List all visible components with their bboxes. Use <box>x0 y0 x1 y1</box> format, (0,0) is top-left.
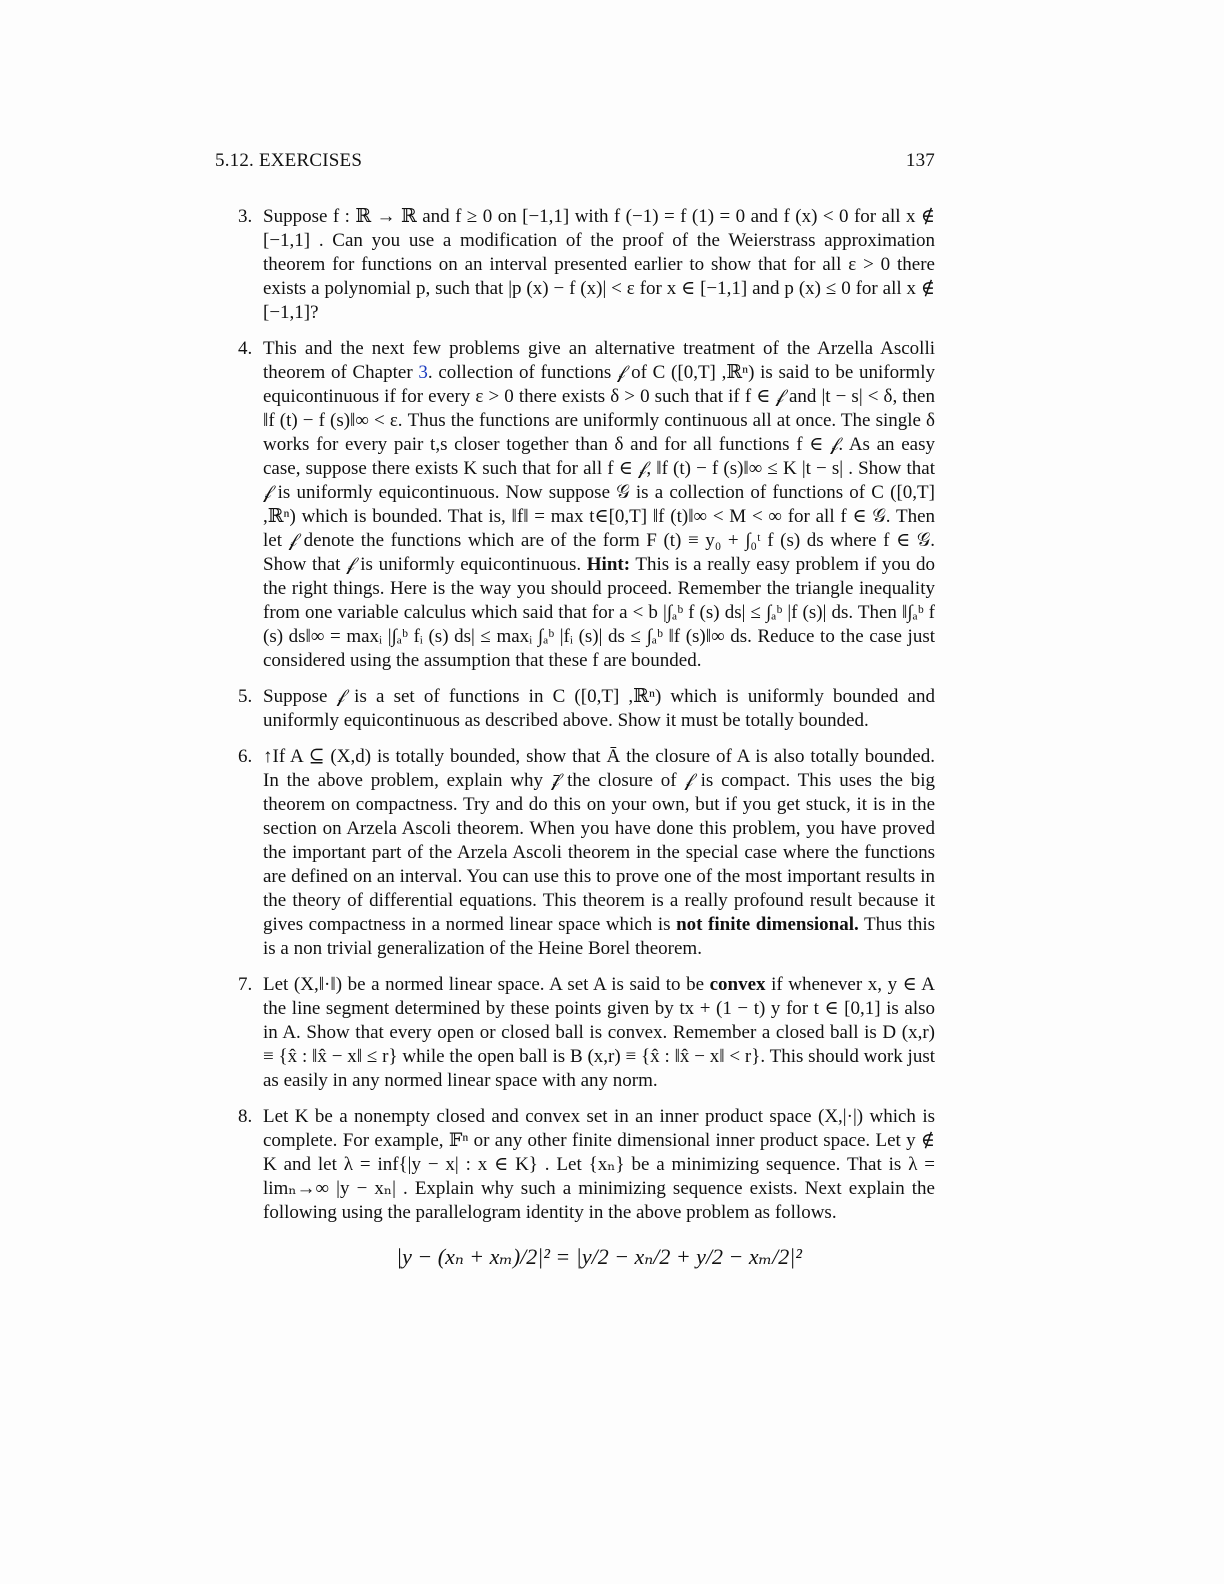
page-number: 137 <box>905 150 935 171</box>
exercise-text: Let K be a nonempty closed and convex set in an inner product space (X,|·|) which is complete. For example, 𝔽ⁿ or any other finite dimensional inner product space. Let y ∉ K and let λ = inf{|y − x| : x ∈ K} . Let {xₙ} be a minimizing sequence. That is λ = limₙ→∞ |y − xₙ| . Explain why such a minimizing sequence exists. Next explain the following using the parallelogram identity in the above problem as follows. <box>263 1106 935 1223</box>
exercise-number: 4. <box>238 338 253 359</box>
exercise-7 <box>215 973 935 1093</box>
exercise-text: Suppose f : ℝ → ℝ and f ≥ 0 on [−1,1] with f (−1) = f (1) = 0 and f (x) < 0 for all x ∉ [−1,1] . Can you use a modification of the proof of the Weierstrass approximation theorem for functions on an interval presented earlier to show that for all ε > 0 there exists a polynomial p, such that |p (x) − f (x)| < ε for x ∈ [−1,1] and p (x) ≤ 0 for all x ∉ [−1,1]? <box>263 206 935 323</box>
exercise-text <box>263 337 935 673</box>
exercise-text: Suppose 𝒻 is a set of functions in C ([0,T] ,ℝⁿ) which is uniformly bounded and uniformly equicontinuous as described above. Show it must be totally bounded. <box>263 686 935 731</box>
exercise-text <box>263 745 935 961</box>
text-segment: This is a really easy problem if you do the right things. Here is the way you should proceed. Remember the triangle inequality from one variable calculus which said that for a < b |∫ₐᵇ f (s) ds| ≤ ∫ₐᵇ |f (s)| ds. Then ‖∫ₐᵇ f (s) ds‖∞ = maxᵢ |∫ₐᵇ fᵢ (s) ds| ≤ maxᵢ ∫ₐᵇ |fᵢ (s)| ds ≤ ∫ₐᵇ ‖f (s)‖∞ ds. Reduce to the case just considered using the assumption that these f are bounded. <box>263 554 936 671</box>
text-segment: Let (X,‖·‖) be a normed linear space. A set A is said to be <box>263 974 710 995</box>
display-equation: |y − (xₙ + xₘ)/2|² = |y/2 − xₙ/2 + y/2 − xₘ/2|² <box>396 1244 802 1269</box>
exercise-8 <box>215 1105 935 1225</box>
exercise-5 <box>215 685 935 733</box>
exercise-number: 6. <box>238 746 253 767</box>
exercise-number: 8. <box>238 1106 253 1127</box>
section-title: 5.12. EXERCISES <box>215 150 363 171</box>
hint-label: Hint: <box>586 554 631 575</box>
text-segment: This and the next few problems give an alternative treatment of the Arzella Ascolli theorem of Chapter <box>263 338 935 383</box>
running-header <box>215 150 935 172</box>
exercise-number: 5. <box>238 686 253 707</box>
exercise-list <box>215 205 935 1277</box>
emphasis: convex <box>709 974 766 995</box>
text-segment: . collection of functions 𝒻 of C ([0,T] ,ℝⁿ) is said to be uniformly equicontinuous if for every ε > 0 there exists δ > 0 such that if f ∈ 𝒻 and |t − s| < δ, then ‖f (t) − f (s)‖∞ < ε. Thus the functions are uniformly continuous all at once. The single δ works for every pair t,s closer together than δ and for all functions f ∈ 𝒻. As an easy case, suppose there exists K such that for all f ∈ 𝒻, ‖f (t) − f (s)‖∞ ≤ K |t − s| . Show that 𝒻 is uniformly equicontinuous. Now suppose 𝒢 is a collection of functions of C ([0,T] ,ℝⁿ) which is bounded. That is, ‖f‖ = max t∈[0,T] ‖f (t)‖∞ < M < ∞ for all f ∈ 𝒢. Then let 𝒻 denote the functions which are of the form F (t) ≡ y₀ + ∫₀ᵗ f (s) ds where f ∈ 𝒢. Show that 𝒻 is uniformly equicontinuous. <box>263 362 935 575</box>
chapter-link[interactable]: 3 <box>418 362 428 383</box>
text-segment: ↑If A ⊆ (X,d) is totally bounded, show that Ā the closure of A is also totally bounded. In the above problem, explain why 𝒻̄ the closure of 𝒻 is compact. This uses the big theorem on compactness. Try and do this on your own, but if you get stuck, it is in the section on Arzela Ascoli theorem. When you have done this problem, you have proved the important part of the Arzela Ascoli theorem in the special case where the functions are defined on an interval. You can use this to prove one of the most important results in the theory of differential equations. This theorem is a really profound result because it gives compactness in a normed linear space which is <box>263 746 935 935</box>
text-segment: Thus this is a non trivial generalization of the Heine Borel theorem. <box>263 914 935 959</box>
exercise-4 <box>215 337 935 673</box>
exercise-number: 7. <box>238 974 253 995</box>
text-segment: if whenever x, y ∈ A the line segment determined by these points given by tx + (1 − t) y for t ∈ [0,1] is also in A. Show that every open or closed ball is convex. Remember a closed ball is D (x,r) ≡ {x̂ : ‖x̂ − x‖ ≤ r} while the open ball is B (x,r) ≡ {x̂ : ‖x̂ − x‖ < r}. This should work just as easily in any normed linear space with any norm. <box>263 974 935 1091</box>
emphasis: not finite dimensional. <box>676 914 859 935</box>
exercise-number: 3. <box>238 206 253 227</box>
exercise-3 <box>215 205 935 325</box>
exercise-text <box>263 973 935 1093</box>
exercise-6 <box>215 745 935 961</box>
